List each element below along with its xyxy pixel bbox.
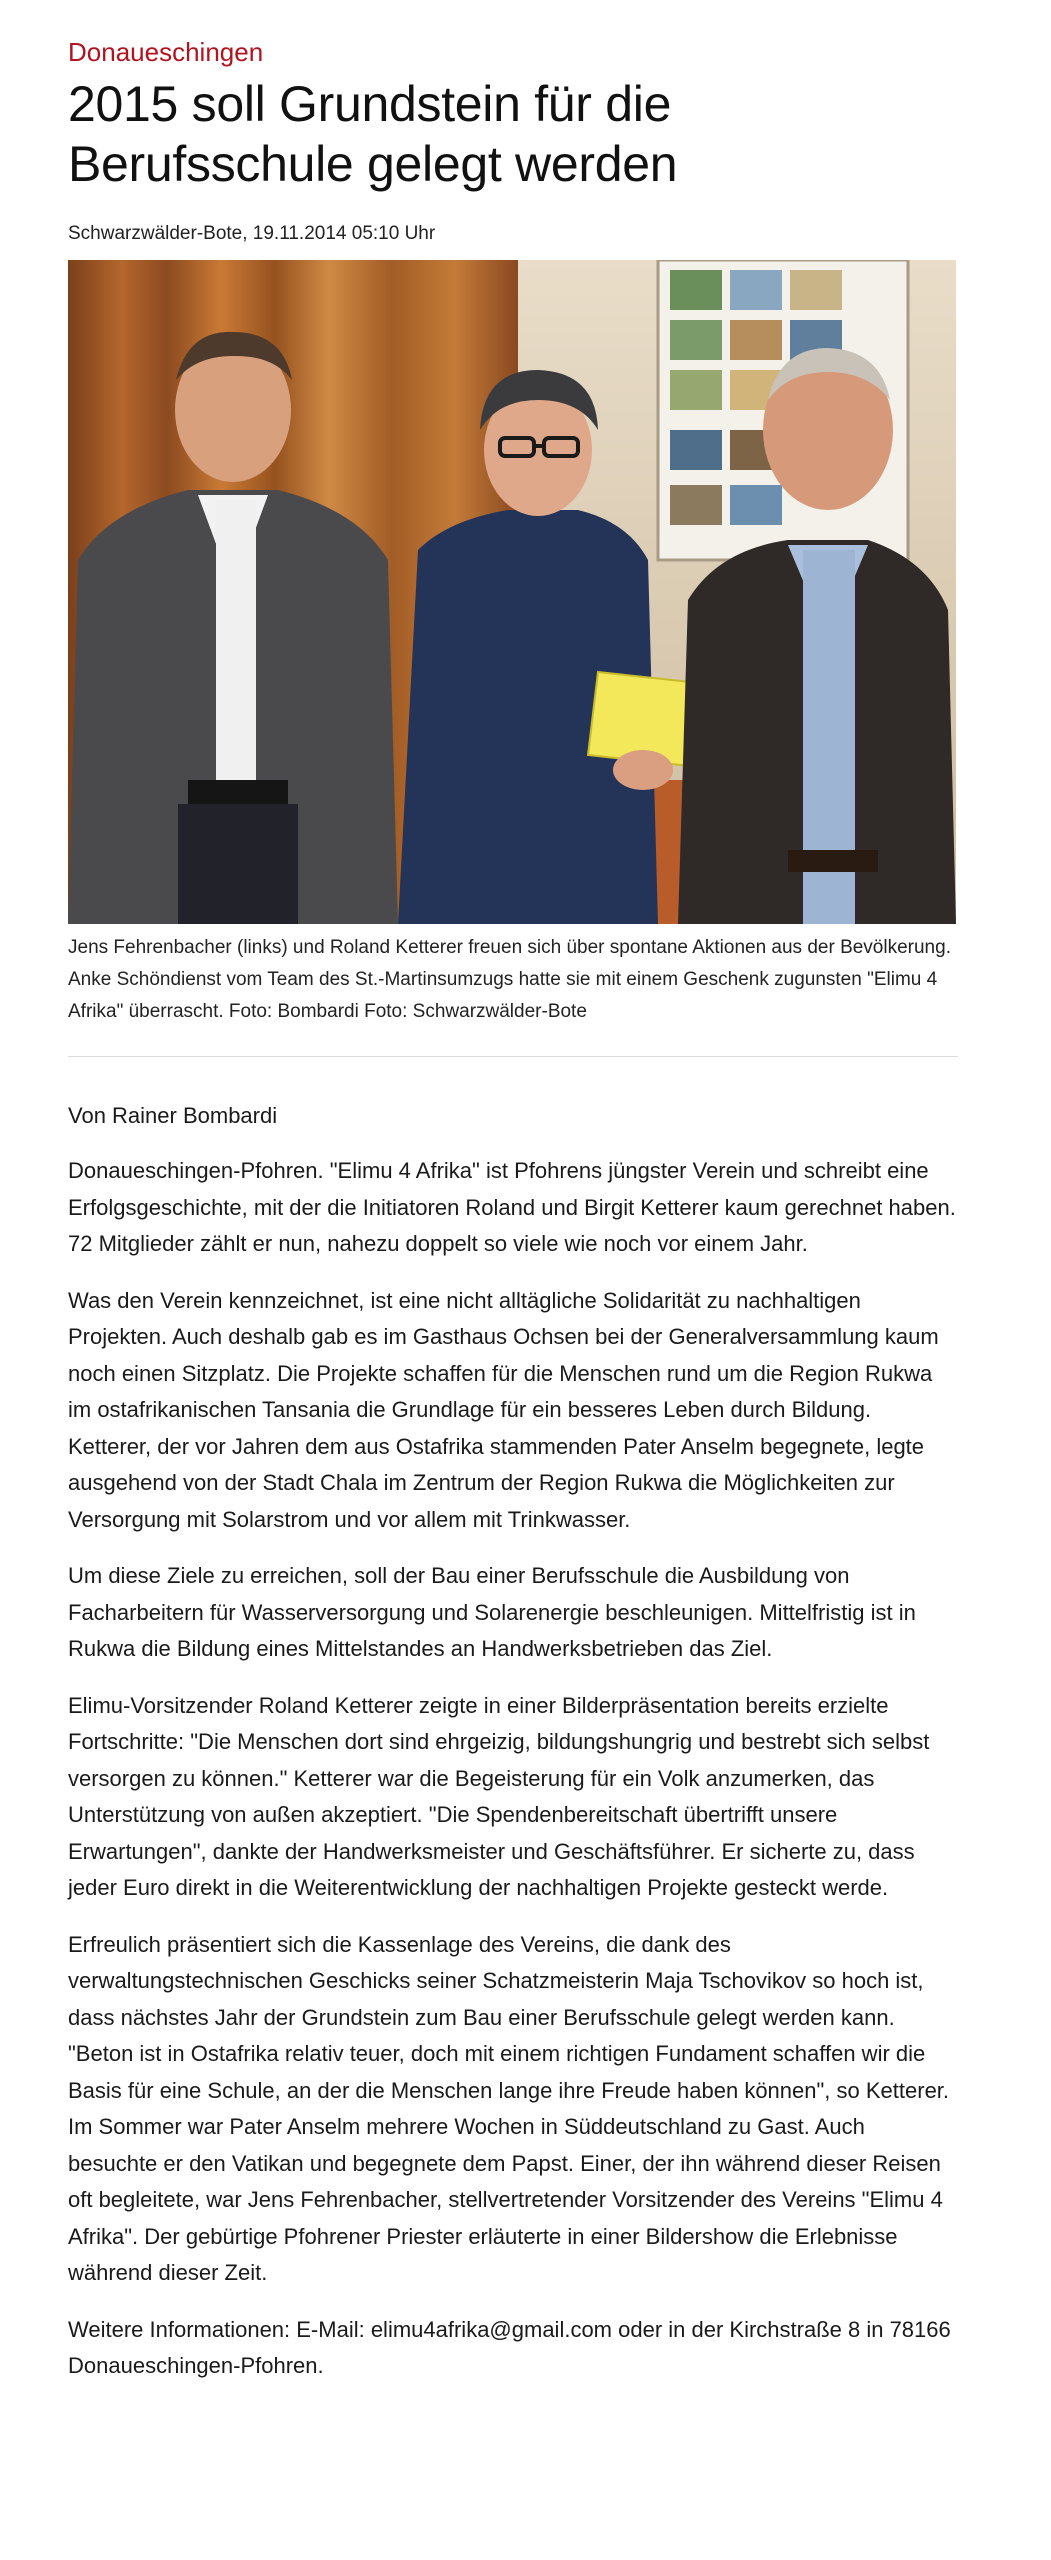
article-paragraph: Weitere Informationen: E-Mail: elimu4afrika@gmail.com oder in der Kirchstraße 8 in 78166 Donaueschingen-Pfohren. <box>68 2316 951 2378</box>
article-meta: Schwarzwälder-Bote, 19.11.2014 05:10 Uhr <box>68 223 436 244</box>
article-byline: Von Rainer Bombardi <box>68 1103 278 1128</box>
article-paragraph: Elimu-Vorsitzender Roland Ketterer zeigte in einer Bilderpräsentation bereits erzielte Fortschritte: "Die Menschen dort sind ehrgeizig, bildungshungrig und bestrebt sich selbst versorgen zu können." Ketterer war die Begeisterung für ein Volk anzumerken, das Unterstützung von außen akzeptiert. "Die Spendenbereitschaft übertrifft unsere Erwartungen", dankte der Handwerksmeister und Geschäftsführer. Er sicherte zu, dass jeder Euro direkt in die Weiterentwicklung der nachhaltigen Projekte gesteckt werde. <box>68 1692 930 1900</box>
photo-caption: Jens Fehrenbacher (links) und Roland Ketterer freuen sich über spontane Aktionen aus der Bevölkerung. Anke Schöndienst vom Team des St.-Martinsumzugs hatte sie mit einem Geschenk zugunsten "Elimu 4 Afrika" überrascht. Foto: Bombardi Foto: Schwarzwälder-Bote <box>68 937 951 1022</box>
article-paragraph: Donaueschingen-Pfohren. "Elimu 4 Afrika" ist Pfohrens jüngster Verein und schreibt eine Erfolgsgeschichte, mit der die Initiatoren Roland und Birgit Ketterer kaum gerechnet haben. 72 Mitglieder zählt er nun, nahezu doppelt so viele wie noch vor einem Jahr. <box>68 1158 956 1256</box>
caption-divider <box>68 1056 958 1057</box>
article-headline: 2015 soll Grundstein für die Berufsschule gelegt werden <box>68 76 678 192</box>
group-photo-icon <box>68 260 956 924</box>
article-photo <box>68 260 956 924</box>
article-paragraph: Um diese Ziele zu erreichen, soll der Bau einer Berufsschule die Ausbildung von Facharbeitern für Wasserversorgung und Solarenergie beschleunigen. Mittelfristig ist in Rukwa die Bildung eines Mittelstandes an Handwerksbetrieben das Ziel. <box>68 1563 916 1661</box>
article-paragraph: Erfreulich präsentiert sich die Kassenlage des Vereins, die dank des verwaltungstechnischen Geschicks seiner Schatzmeisterin Maja Tschovikov so hoch ist, dass nächstes Jahr der Grundstein zum Bau einer Berufsschule gelegt werden kann. "Beton ist in Ostafrika relativ teuer, doch mit einem richtigen Fundament schaffen wir die Basis für eine Schule, an der die Menschen lange ihre Freude haben können", so Ketterer. Im Sommer war Pater Anselm mehrere Wochen in Süddeutschland zu Gast. Auch besuchte er den Vatikan und begegnete dem Papst. Einer, der ihn während dieser Reisen oft begleitete, war Jens Fehrenbacher, stellvertretender Vorsitzender des Vereins "Elimu 4 Afrika". Der gebürtige Pfohrener Priester erläuterte in einer Bildershow die Erlebnisse während dieser Zeit. <box>68 1931 950 2285</box>
article-kicker[interactable]: Donaueschingen <box>68 37 264 67</box>
article <box>68 0 958 2385</box>
article-paragraph: Was den Verein kennzeichnet, ist eine nicht alltägliche Solidarität zu nachhaltigen Projekten. Auch deshalb gab es im Gasthaus Ochsen bei der Generalversammlung kaum noch einen Sitzplatz. Die Projekte schaffen für die Menschen rund um die Region Rukwa im ostafrikanischen Tansania die Grundlage für ein besseres Leben durch Bildung. Ketterer, der vor Jahren dem aus Ostafrika stammenden Pater Anselm begegnete, legte ausgehend von der Stadt Chala im Zentrum der Region Rukwa die Möglichkeiten zur Versorgung mit Solarstrom und vor allem mit Trinkwasser. <box>68 1287 939 1532</box>
